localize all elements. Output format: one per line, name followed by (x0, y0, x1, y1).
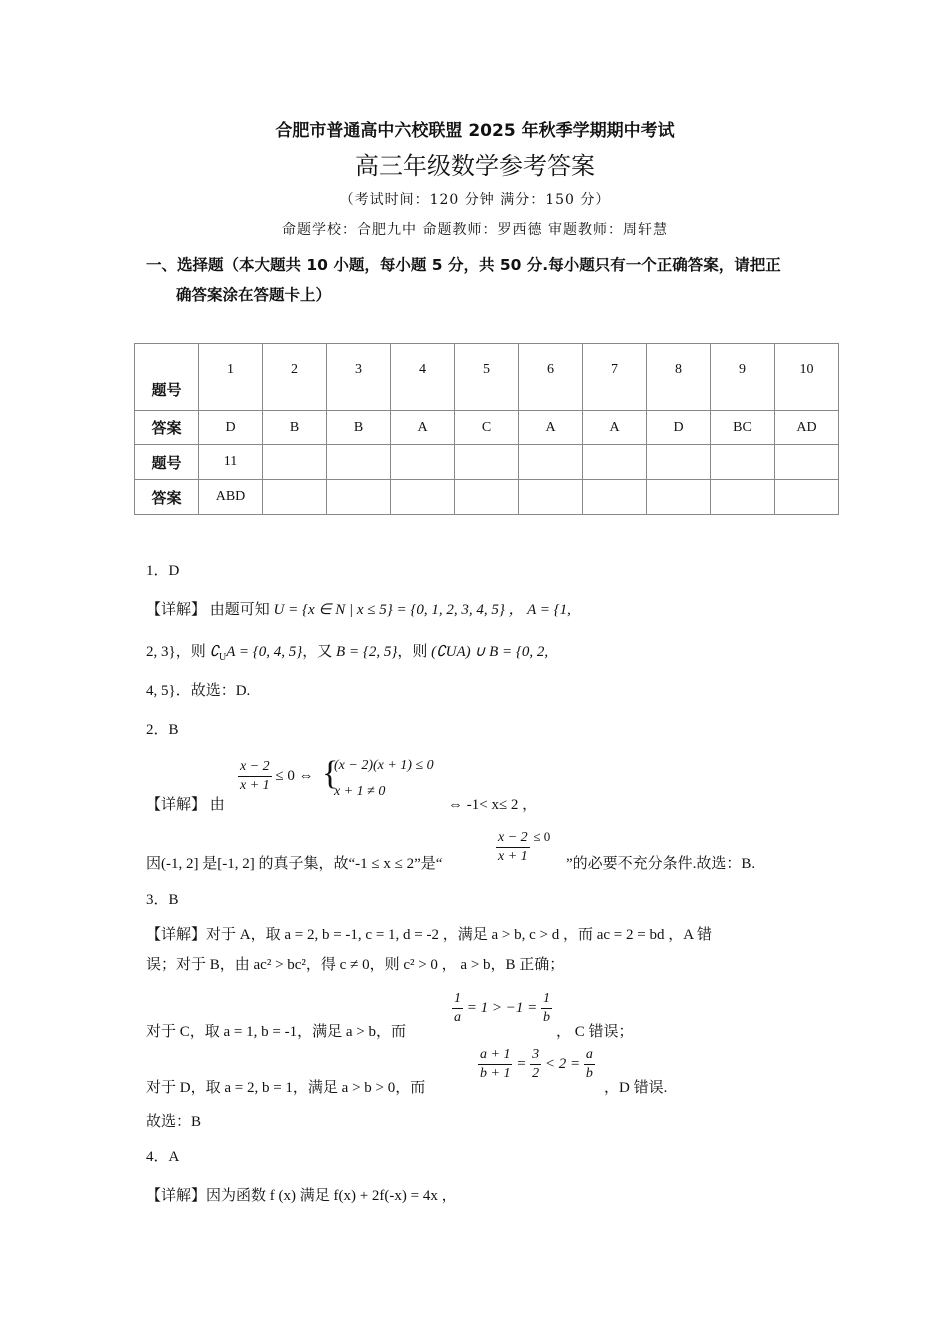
q4-heading: 4．A (146, 1149, 180, 1165)
fraction-denominator: b (543, 1010, 550, 1025)
fraction-denominator: x + 1 (498, 849, 528, 864)
fraction (478, 1046, 512, 1083)
fraction-numerator: 1 (541, 990, 552, 1009)
answer-cell: C (455, 411, 519, 445)
answer-cell (647, 480, 711, 515)
q2-le: ≤ 0 (533, 828, 551, 844)
question-number-cell: 7 (583, 344, 647, 411)
fraction-numerator: 3 (530, 1046, 541, 1065)
detail-tag: 【详解】 (146, 602, 207, 618)
q2-text: 由 (209, 797, 225, 813)
table-row (135, 445, 839, 480)
q3-d-lt: < 2 = (544, 1055, 581, 1072)
q3-line4: 对于 D，取 a = 2, b = 1，满足 a > b > 0，而 (146, 1080, 426, 1096)
fraction-denominator: b (585, 1066, 593, 1081)
q2-conclusion-end: ”的必要不充分条件.故选：B. (566, 856, 756, 872)
fraction-denominator: 2 (532, 1066, 540, 1081)
q1-set-a: ， A = {1, (508, 602, 571, 618)
q2-inequality (238, 758, 314, 795)
fraction-numerator: x − 2 (496, 829, 530, 848)
exam-title: 合肥市普通高中六校联盟 2025 年秋季学期期中考试 (275, 121, 675, 141)
answer-cell (711, 480, 775, 515)
question-number-cell (263, 445, 327, 480)
fraction-numerator: a + 1 (478, 1046, 512, 1065)
answer-cell: A (519, 411, 583, 445)
row-label: 答案 (135, 411, 199, 445)
answer-cell: D (647, 411, 711, 445)
fraction-denominator: a (454, 1010, 461, 1025)
question-number-cell (775, 445, 839, 480)
q3-line2: 误；对于 B，由 ac² > bc²，得 c ≠ 0，则 c² > 0 ， a > b，B 正确； (146, 957, 565, 973)
q2-conclusion (146, 852, 442, 873)
section-heading (146, 250, 826, 310)
q2-fraction (496, 829, 530, 866)
answer-table (134, 343, 839, 515)
question-number-cell (519, 445, 583, 480)
fraction (541, 990, 552, 1027)
q1-union: (∁UA) ∪ B = {0, 2, (431, 644, 549, 660)
q2-fraction (238, 758, 272, 795)
question-number-cell (455, 445, 519, 480)
answer-cell: AD (775, 411, 839, 445)
q3-heading: 3．B (146, 892, 179, 908)
q2-system-line1: (x − 2)(x + 1) ≤ 0 (334, 758, 434, 773)
question-number-cell (327, 445, 391, 480)
q2-heading: 2．B (146, 722, 179, 738)
q1-line1 (146, 598, 571, 619)
answer-cell (391, 480, 455, 515)
q3-d-expression (478, 1046, 595, 1083)
q1-set-b: B = {2, 5} (336, 644, 398, 660)
q1-complement-set: A = {0, 4, 5} (226, 644, 303, 660)
section-heading-line1: 一、选择题（本大题共 10 小题，每小题 5 分，共 50 分.每小题只有一个正确答案，请把正 (146, 256, 781, 274)
answer-cell: D (199, 411, 263, 445)
q2-detail-tag (146, 793, 225, 814)
q3-line1: 【详解】对于 A，取 a = 2, b = -1, c = 1, d = -2 ，满足 a > b, c > d ，而 ac = 2 = bd ，A 错 (146, 927, 712, 943)
q2-conclusion-text: 因(-1, 2] 是[-1, 2] 的真子集，故“-1 ≤ x ≤ 2”是“ (146, 856, 443, 872)
answer-cell (775, 480, 839, 515)
document-title: 高三年级数学参考答案 (355, 152, 595, 180)
question-number-cell: 4 (391, 344, 455, 411)
q3-d-eq: = (516, 1055, 527, 1072)
q1-text: ，又 (302, 644, 333, 660)
q3-conclusion: 故选：B (146, 1114, 202, 1130)
q3-c-mid: = 1 > −1 = (466, 999, 538, 1016)
fraction-denominator: x + 1 (240, 778, 270, 793)
q2-system-line2: x + 1 ≠ 0 (334, 784, 386, 799)
question-number-cell: 9 (711, 344, 775, 411)
q1-set-end: 4, 5} (146, 683, 176, 699)
detail-tag: 【详解】 (146, 797, 207, 813)
question-number-cell (647, 445, 711, 480)
table-row (135, 411, 839, 445)
q3-d-result: ，D 错误. (604, 1080, 668, 1096)
q1-heading: 1．D (146, 563, 180, 579)
row-label: 题号 (135, 445, 199, 480)
question-number-cell: 3 (327, 344, 391, 411)
q3-line3: 对于 C，取 a = 1, b = -1，满足 a > b，而 (146, 1024, 406, 1040)
q1-set-u: U = {x ∈ N | x ≤ 5} = {0, 1, 2, 3, 4, 5} (273, 602, 505, 618)
fraction-numerator: x − 2 (238, 758, 272, 777)
question-number-cell: 8 (647, 344, 711, 411)
answer-cell (263, 480, 327, 515)
staff-info: 命题学校：合肥九中 命题教师：罗西德 审题教师：周轩慧 (282, 222, 668, 238)
fraction-numerator: a (584, 1046, 595, 1065)
q1-set-a-end: 2, 3} (146, 644, 176, 660)
fraction-numerator: 1 (452, 990, 463, 1009)
row-label: 答案 (135, 480, 199, 515)
answer-cell (583, 480, 647, 515)
question-number-cell (711, 445, 775, 480)
question-number-cell (391, 445, 455, 480)
answer-cell (327, 480, 391, 515)
answer-cell: A (391, 411, 455, 445)
q1-conclusion: ．故选：D. (175, 683, 251, 699)
q1-text: 由题可知 (209, 602, 270, 618)
q2-result: ⇔ -1< x≤ 2 ， (448, 797, 538, 813)
answer-cell: BC (711, 411, 775, 445)
question-number-cell (583, 445, 647, 480)
answer-cell: B (327, 411, 391, 445)
question-number-cell: 1 (199, 344, 263, 411)
exam-info: （考试时间：120 分钟 满分：150 分） (339, 192, 611, 208)
q3-c-expression (452, 990, 552, 1027)
answer-cell: A (583, 411, 647, 445)
q1-complement: ∁ (209, 644, 220, 660)
fraction (530, 1046, 541, 1083)
fraction (584, 1046, 595, 1083)
q2-conclusion-fraction (496, 829, 550, 866)
table-row (135, 344, 839, 411)
question-number-cell: 2 (263, 344, 327, 411)
q1-text: ，则 (397, 644, 428, 660)
row-label: 题号 (135, 344, 199, 411)
brace-icon: { (322, 755, 339, 792)
q2-le-iff: ≤ 0 ⇔ (275, 767, 314, 784)
question-number-cell: 5 (455, 344, 519, 411)
question-number-cell: 10 (775, 344, 839, 411)
fraction-denominator: b + 1 (480, 1066, 511, 1081)
section-heading-line2: 确答案涂在答题卡上） (176, 286, 332, 304)
fraction (452, 990, 463, 1027)
q4-line1: 【详解】因为函数 f (x) 满足 f(x) + 2f(-x) = 4x ， (146, 1188, 457, 1204)
answer-cell: ABD (199, 480, 263, 515)
q1-complement-sub: U (219, 652, 227, 663)
table-row (135, 480, 839, 515)
q1-text: ，则 (175, 644, 206, 660)
q3-c-result: ， C 错误； (556, 1024, 634, 1040)
answer-cell (519, 480, 583, 515)
question-number-cell: 11 (199, 445, 263, 480)
answer-cell: B (263, 411, 327, 445)
q1-line2 (146, 640, 548, 663)
answer-cell (455, 480, 519, 515)
q1-line3 (146, 679, 250, 700)
question-number-cell: 6 (519, 344, 583, 411)
